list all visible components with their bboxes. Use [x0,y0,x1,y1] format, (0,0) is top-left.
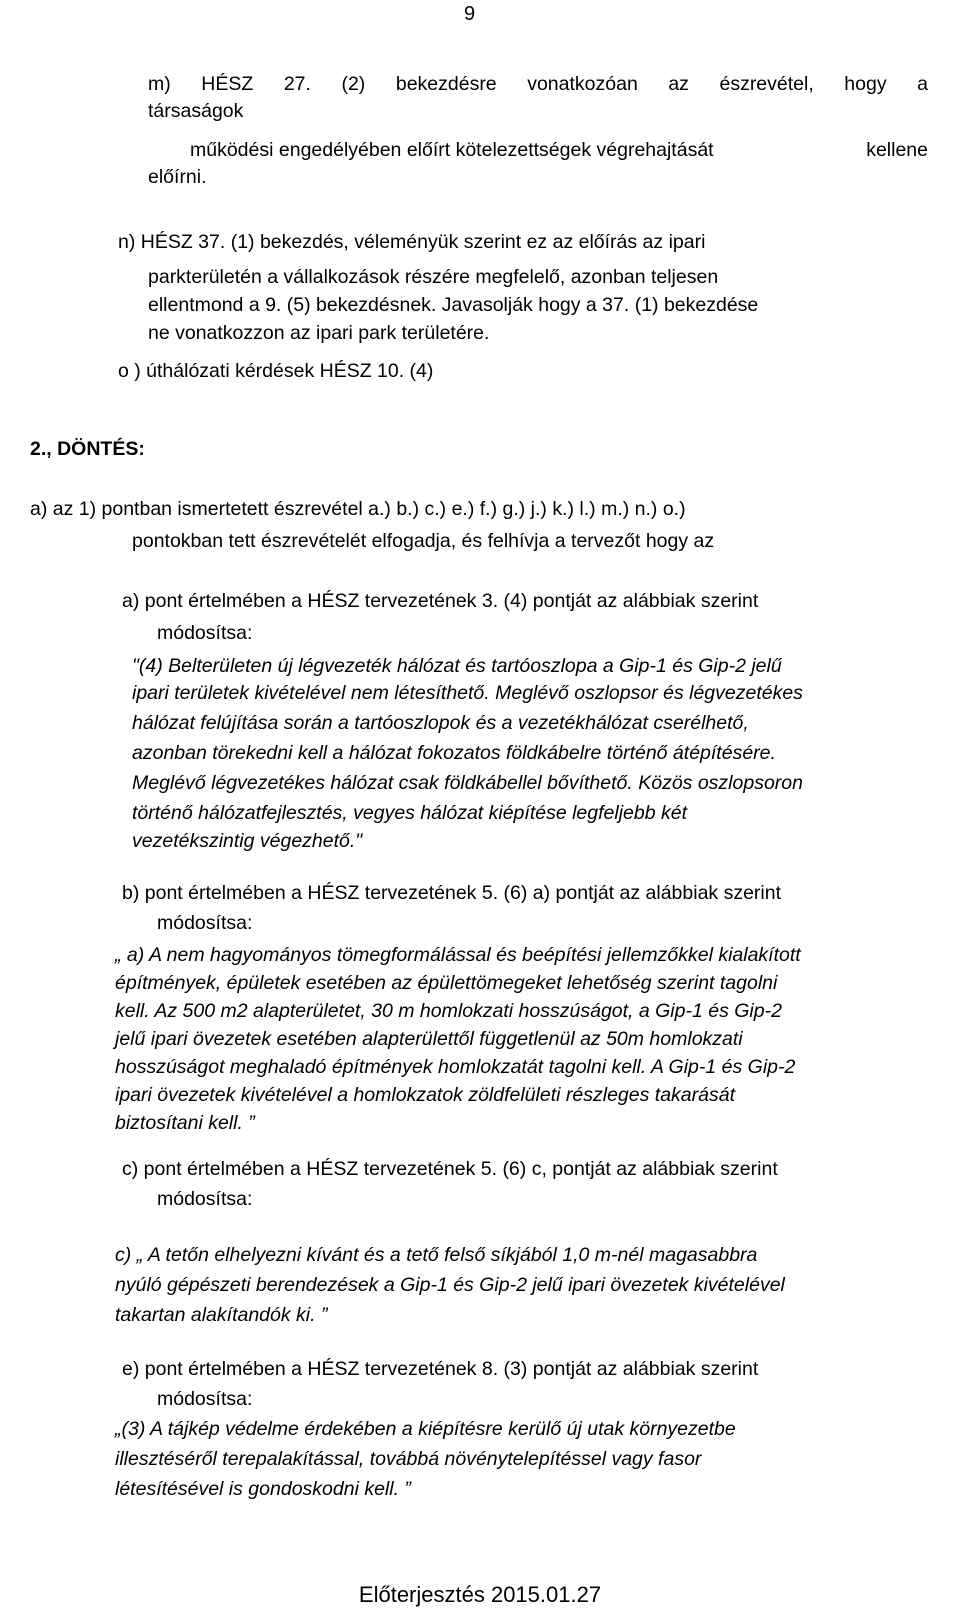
item-b-line-2: módosítsa: [157,912,253,934]
item-e-line-2: módosítsa: [157,1388,253,1410]
item-m-line-1: m) HÉSZ 27. (2) bekezdésre vonatkozóan az észrevétel, hogy a [148,73,928,95]
footer: Előterjesztés 2015.01.27 [358,1582,602,1607]
item-b-quote-2: építmények, épületek esetében az épülettömegeket lehetőség szerint tagolni [115,972,778,994]
item-a-quote-4: azonban törekedni kell a hálózat fokozatos földkábelre történő átépítésére. [132,742,776,764]
item-a-quote-3: hálózat felújítása során a tartóoszlopok és a vezetékhálózat cserélhető, [132,712,749,734]
item-o: o ) úthálózati kérdések HÉSZ 10. (4) [118,360,434,382]
item-e-line-1: e) pont értelmében a HÉSZ tervezetének 8. (3) pontját az alábbiak szerint [122,1358,759,1380]
item-b-quote-1: „ a) A nem hagyományos tömegformálással és beépítési jellemzőkkel kialakított [115,944,801,966]
item-a-quote-1: "(4) Belterületen új légvezeték hálózat és tartóoszlopa a Gip-1 és Gip-2 jelű [132,655,782,677]
item-a-quote-6: történő hálózatfejlesztés, vegyes hálózat kiépítése legfeljebb két [132,802,688,824]
item-b-quote-3: kell. Az 500 m2 alapterületet, 30 m homlokzati hosszúságot, a Gip-1 és Gip-2 [115,1000,782,1022]
item-b-quote-6: ipari övezetek kivételével a homlokzatok zöldfelületi részleges takarását [115,1084,735,1106]
item-m-line-2: társaságok [148,100,244,122]
item-c-line-2: módosítsa: [157,1188,253,1210]
item-m-line-4: előírni. [148,166,207,188]
item-a-line-1: a) pont értelmében a HÉSZ tervezetének 3. (4) pontját az alábbiak szerint [122,590,759,612]
item-a-quote-7: vezetékszintig végezhető." [132,830,363,852]
item-n-line-1: n) HÉSZ 37. (1) bekezdés, véleményük szerint ez az előírás az ipari [118,231,706,253]
item-e-quote-2: illesztéséről terepalakítással, továbbá növénytelepítéssel vagy fasor [115,1448,702,1470]
item-b-quote-7: biztosítani kell. ” [115,1112,255,1134]
section-heading: 2., DÖNTÉS: [30,438,145,460]
item-c-quote-2: nyúló gépészeti berendezések a Gip-1 és Gip-2 jelű ipari övezetek kivételével [115,1274,785,1296]
item-c-line-1: c) pont értelmében a HÉSZ tervezetének 5. (6) c, pontját az alábbiak szerint [122,1158,778,1180]
item-a-quote-2: ipari területek kivételével nem létesíthető. Meglévő oszlopsor és légvezetékes [132,682,803,704]
item-b-line-1: b) pont értelmében a HÉSZ tervezetének 5. (6) a) pontját az alábbiak szerint [122,882,782,904]
item-n-line-2: parkterületén a vállalkozások részére megfelelő, azonban teljesen [148,266,719,288]
item-n-line-4: ne vonatkozzon az ipari park területére. [148,322,490,344]
item-e-quote-3: létesítésével is gondoskodni kell. ” [115,1478,411,1500]
decision-line-1: a) az 1) pontban ismertetett észrevétel a.) b.) c.) e.) f.) g.) j.) k.) l.) m.) n.) o.) [30,498,686,520]
item-b-quote-5: hosszúságot meghaladó építmények homlokzatát tagolni kell. A Gip-1 és Gip-2 [115,1056,796,1078]
item-c-quote-1: c) „ A tetőn elhelyezni kívánt és a tető felső síkjából 1,0 m-nél magasabbra [115,1244,758,1266]
item-e-quote-1: „(3) A tájkép védelme érdekében a kiépítésre kerülő új utak környezetbe [115,1418,736,1440]
decision-line-2: pontokban tett észrevételét elfogadja, és felhívja a tervezőt hogy az [132,530,715,552]
item-m-line-3: működési engedélyében előírt kötelezettségek végrehajtását kellene [190,139,928,161]
item-a-quote-5: Meglévő légvezetékes hálózat csak földkábellel bővíthető. Közös oszlopsoron [132,772,803,794]
item-c-quote-3: takartan alakítandók ki. ” [115,1304,328,1326]
item-n-line-3: ellentmond a 9. (5) bekezdésnek. Javasolják hogy a 37. (1) bekezdése [148,294,759,316]
item-a-line-2: módosítsa: [157,622,253,644]
page-number: 9 [464,3,476,25]
item-b-quote-4: jelű ipari övezetek esetében alapterülettől függetlenül az 50m homlokzati [115,1028,743,1050]
